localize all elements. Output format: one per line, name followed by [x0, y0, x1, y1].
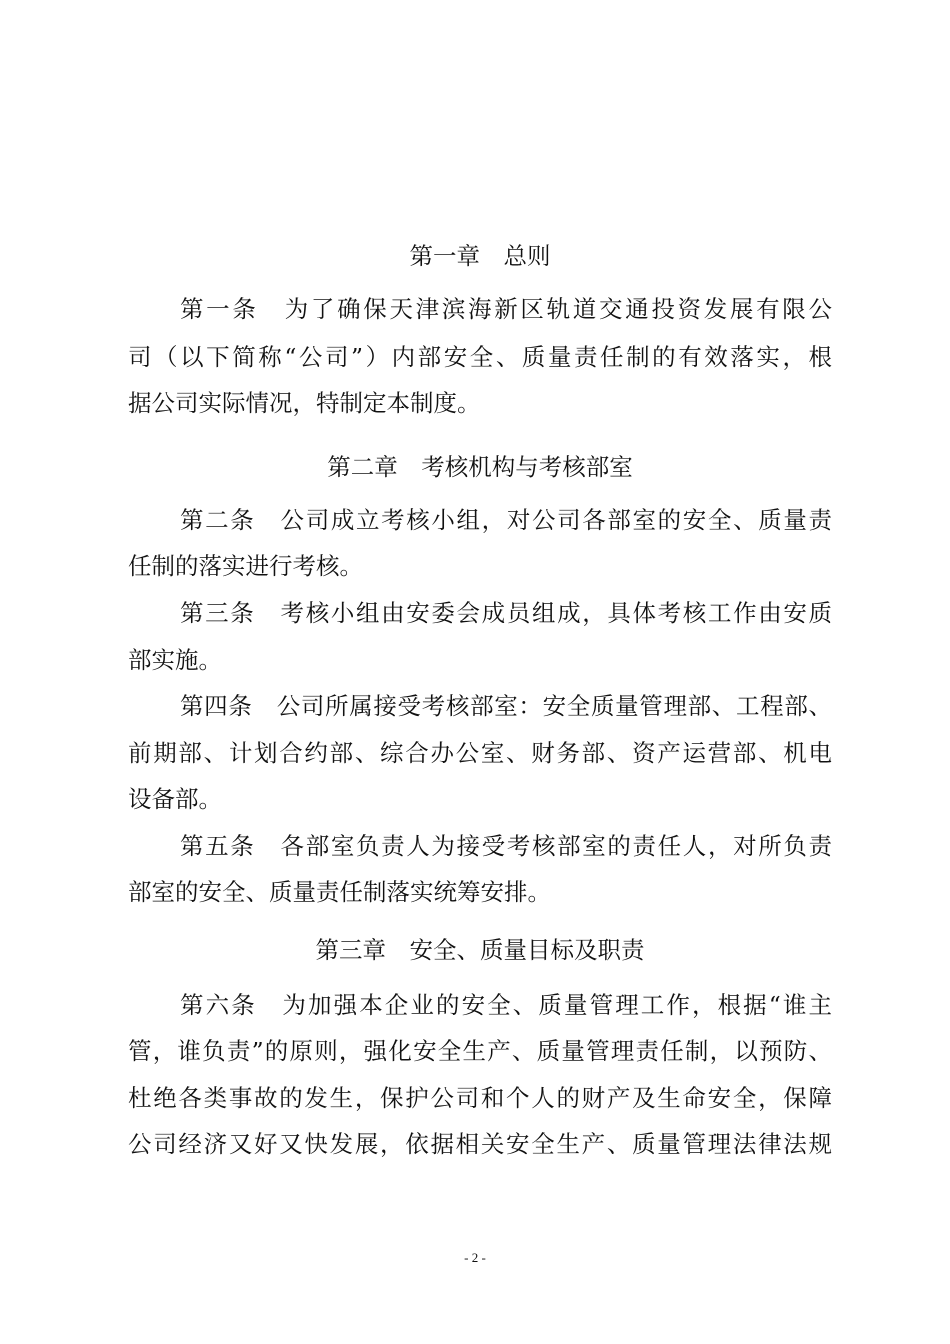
- chapter-3-title: 第三章 安全、质量目标及职责: [315, 936, 645, 964]
- article-6-line-2: 管，谁负责”的原则，强化安全生产、质量管理责任制，以预防、: [128, 1037, 832, 1065]
- article-4-line-3: 设备部。: [128, 785, 222, 813]
- article-1-line-2: 司（以下简称“公司”）内部安全、质量责任制的有效落实，根: [128, 343, 832, 371]
- article-5-line-1: 第五条 各部室负责人为接受考核部室的责任人，对所负责: [180, 832, 832, 860]
- chapter-1-title: 第一章 总则: [409, 242, 551, 270]
- article-3-line-1: 第三条 考核小组由安委会成员组成，具体考核工作由安质: [180, 599, 832, 627]
- article-4-line-2: 前期部、计划合约部、综合办公室、财务部、资产运营部、机电: [128, 739, 832, 767]
- article-6-line-4: 公司经济又好又快发展，依据相关安全生产、质量管理法律法规: [128, 1130, 832, 1158]
- article-1-line-1: 第一条 为了确保天津滨海新区轨道交通投资发展有限公: [180, 295, 832, 323]
- article-6-line-1: 第六条 为加强本企业的安全、质量管理工作，根据“谁主: [180, 991, 832, 1019]
- article-3-line-2: 部实施。: [128, 646, 222, 674]
- article-5-line-2: 部室的安全、质量责任制落实统筹安排。: [128, 878, 551, 906]
- article-4-line-1: 第四条 公司所属接受考核部室：安全质量管理部、工程部、: [180, 692, 832, 720]
- article-1-line-3: 据公司实际情况，特制定本制度。: [128, 389, 481, 417]
- chapter-2-title: 第二章 考核机构与考核部室: [327, 453, 633, 481]
- page-number: - 2 -: [464, 1250, 486, 1265]
- article-2-line-1: 第二条 公司成立考核小组，对公司各部室的安全、质量责: [180, 506, 832, 534]
- article-2-line-2: 任制的落实进行考核。: [128, 552, 363, 580]
- article-6-line-3: 杜绝各类事故的发生，保护公司和个人的财产及生命安全，保障: [128, 1084, 832, 1112]
